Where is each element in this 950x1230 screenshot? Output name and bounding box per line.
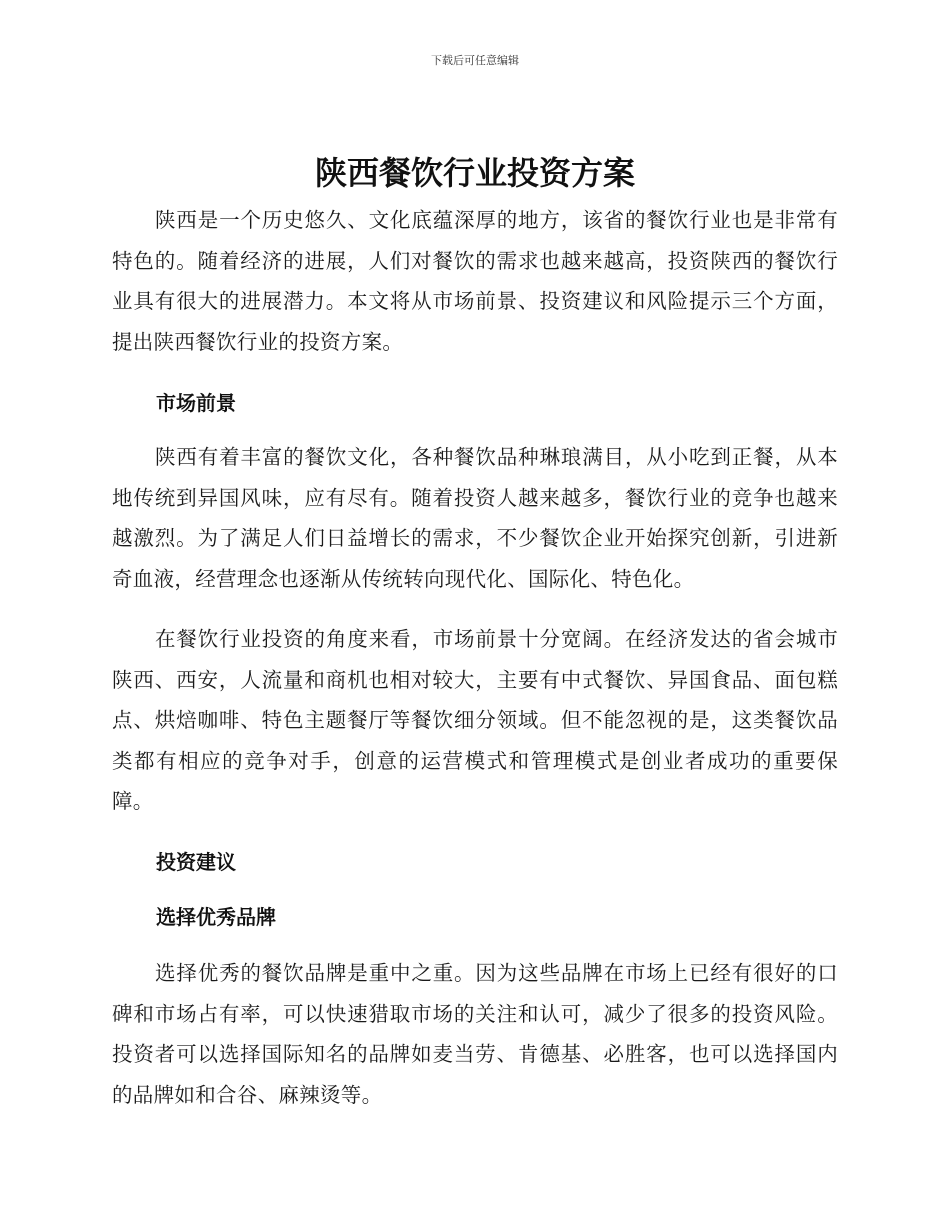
brand-paragraph: 选择优秀的餐饮品牌是重中之重。因为这些品牌在市场上已经有很好的口碑和市场占有率，可以快速猎取市场的关注和认可，减少了很多的投资风险。投资者可以选择国际知名的品牌如麦当劳、肯德基、必胜客，也可以选择国内的品牌如和合谷、麻辣烫等。 — [112, 961, 838, 1107]
market-paragraph-1: 陕西有着丰富的餐饮文化，各种餐饮品种琳琅满目，从小吃到正餐，从本地传统到异国风味，应有尽有。随着投资人越来越多，餐饮行业的竞争也越来越激烈。为了满足人们日益增长的需求，不少餐饮企业开始探究创新，引进新奇血液，经营理念也逐渐从传统转向现代化、国际化、特色化。 — [112, 445, 838, 591]
section-heading-market: 市场前景 — [156, 391, 236, 415]
section-heading-invest: 投资建议 — [156, 850, 236, 874]
page-header: 下载后可任意编辑 — [431, 54, 519, 67]
document-title: 陕西餐饮行业投资方案 — [314, 154, 635, 192]
subheading-brand: 选择优秀品牌 — [156, 905, 276, 929]
market-paragraph-2: 在餐饮行业投资的角度来看，市场前景十分宽阔。在经济发达的省会城市陕西、西安，人流量和商机也相对较大，主要有中式餐饮、异国食品、面包糕点、烘焙咖啡、特色主题餐厅等餐饮细分领域。但不能忽视的是，这类餐饮品类都有相应的竞争对手，创意的运营模式和管理模式是创业者成功的重要保障。 — [112, 627, 838, 813]
intro-paragraph: 陕西是一个历史悠久、文化底蕴深厚的地方，该省的餐饮行业也是非常有特色的。随着经济的进展，人们对餐饮的需求也越来越高，投资陕西的餐饮行业具有很大的进展潜力。本文将从市场前景、投资建议和风险提示三个方面，提出陕西餐饮行业的投资方案。 — [112, 208, 838, 354]
